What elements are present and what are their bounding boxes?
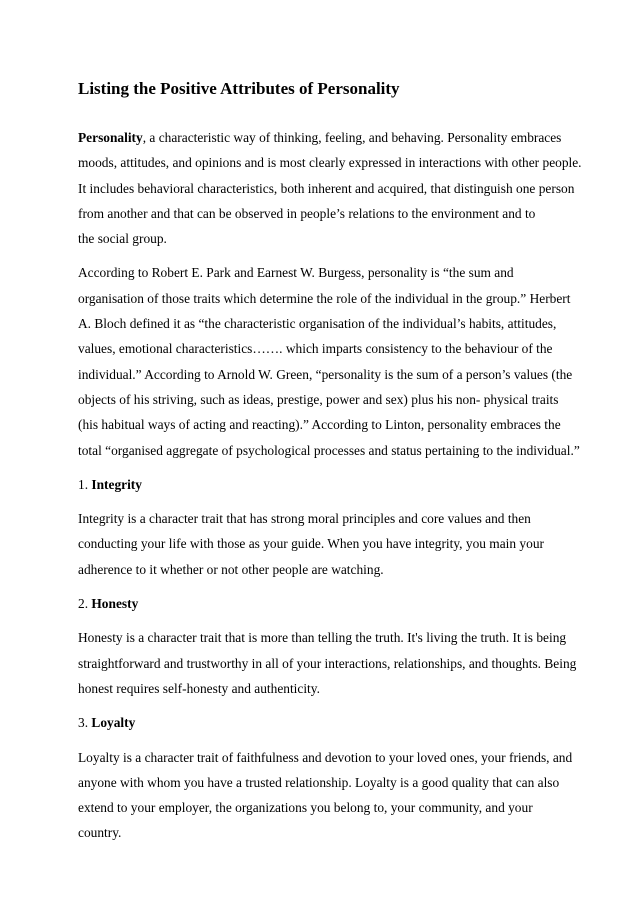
loyalty-line-3: extend to your employer, the organizations you belong to, your community, and your [78, 800, 533, 816]
definitions-paragraph [78, 260, 580, 462]
section-heading-integrity [78, 472, 570, 497]
definitions-line-5: individual.” According to Arnold W. Green, “personality is the sum of a person’s values (the [78, 366, 573, 382]
intro-line-5: the social group. [78, 231, 167, 247]
section-heading-label: Integrity [91, 476, 142, 492]
section-heading-loyalty [78, 710, 570, 735]
intro-line-1-text: , a characteristic way of thinking, feeling, and behaving. Personality embraces [142, 130, 562, 145]
definitions-line-6: objects of his striving, such as ideas, prestige, power and sex) plus his non- physical traits [78, 391, 559, 407]
intro-line-3: It includes behavioral characteristics, both inherent and acquired, that distinguish one person [78, 180, 575, 196]
section-number: 2. [78, 596, 92, 612]
definitions-line-1: According to Robert E. Park and Earnest W. Burgess, personality is “the sum and [78, 265, 514, 281]
intro-paragraph [78, 125, 582, 251]
loyalty-line-4: country. [78, 825, 122, 841]
integrity-line-1: Integrity is a character trait that has strong moral principles and core values and then [78, 511, 531, 527]
definitions-line-2: organisation of those traits which determine the role of the individual in the group.” Herbert [78, 290, 571, 306]
loyalty-line-2: anyone with whom you have a trusted relationship. Loyalty is a good quality that can also [78, 774, 560, 790]
section-heading-label: Honesty [91, 596, 139, 612]
section-number: 1. [78, 476, 92, 492]
intro-line-4: from another and that can be observed in people’s relations to the environment and to [78, 205, 536, 221]
section-number: 3. [78, 715, 92, 731]
section-paragraph-integrity [78, 506, 570, 582]
definitions-line-7: (his habitual ways of acting and reacting).” According to Linton, personality embraces the [78, 417, 561, 433]
honesty-line-3: honest requires self-honesty and authenticity. [78, 680, 320, 696]
intro-line-2: moods, attitudes, and opinions and is most clearly expressed in interactions with other people. [78, 155, 582, 171]
page-title: Listing the Positive Attributes of Personality [78, 79, 400, 98]
intro-lead-term: Personality [78, 130, 143, 145]
honesty-line-1: Honesty is a character trait that is more than telling the truth. It's living the truth. It is being [78, 630, 567, 646]
intro-line-1 [78, 125, 570, 150]
integrity-line-2: conducting your life with those as your guide. When you have integrity, you main your [78, 536, 544, 552]
definitions-line-3: A. Bloch defined it as “the characteristic organisation of the individual’s habits, attitudes, [78, 316, 557, 332]
section-heading-honesty [78, 591, 570, 616]
honesty-line-2: straightforward and trustworthy in all of your interactions, relationships, and thoughts. Being [78, 655, 577, 671]
section-paragraph-honesty [78, 625, 577, 701]
definitions-line-4: values, emotional characteristics……. which imparts consistency to the behaviour of the [78, 341, 553, 357]
document-page [78, 78, 582, 855]
loyalty-line-1: Loyalty is a character trait of faithfulness and devotion to your loved ones, your friends, and [78, 749, 573, 765]
integrity-line-3: adherence to it whether or not other people are watching. [78, 561, 384, 577]
definitions-line-8: total “organised aggregate of psychological processes and status pertaining to the individual.” [78, 442, 580, 458]
section-heading-label: Loyalty [91, 715, 136, 731]
section-paragraph-loyalty [78, 745, 573, 846]
